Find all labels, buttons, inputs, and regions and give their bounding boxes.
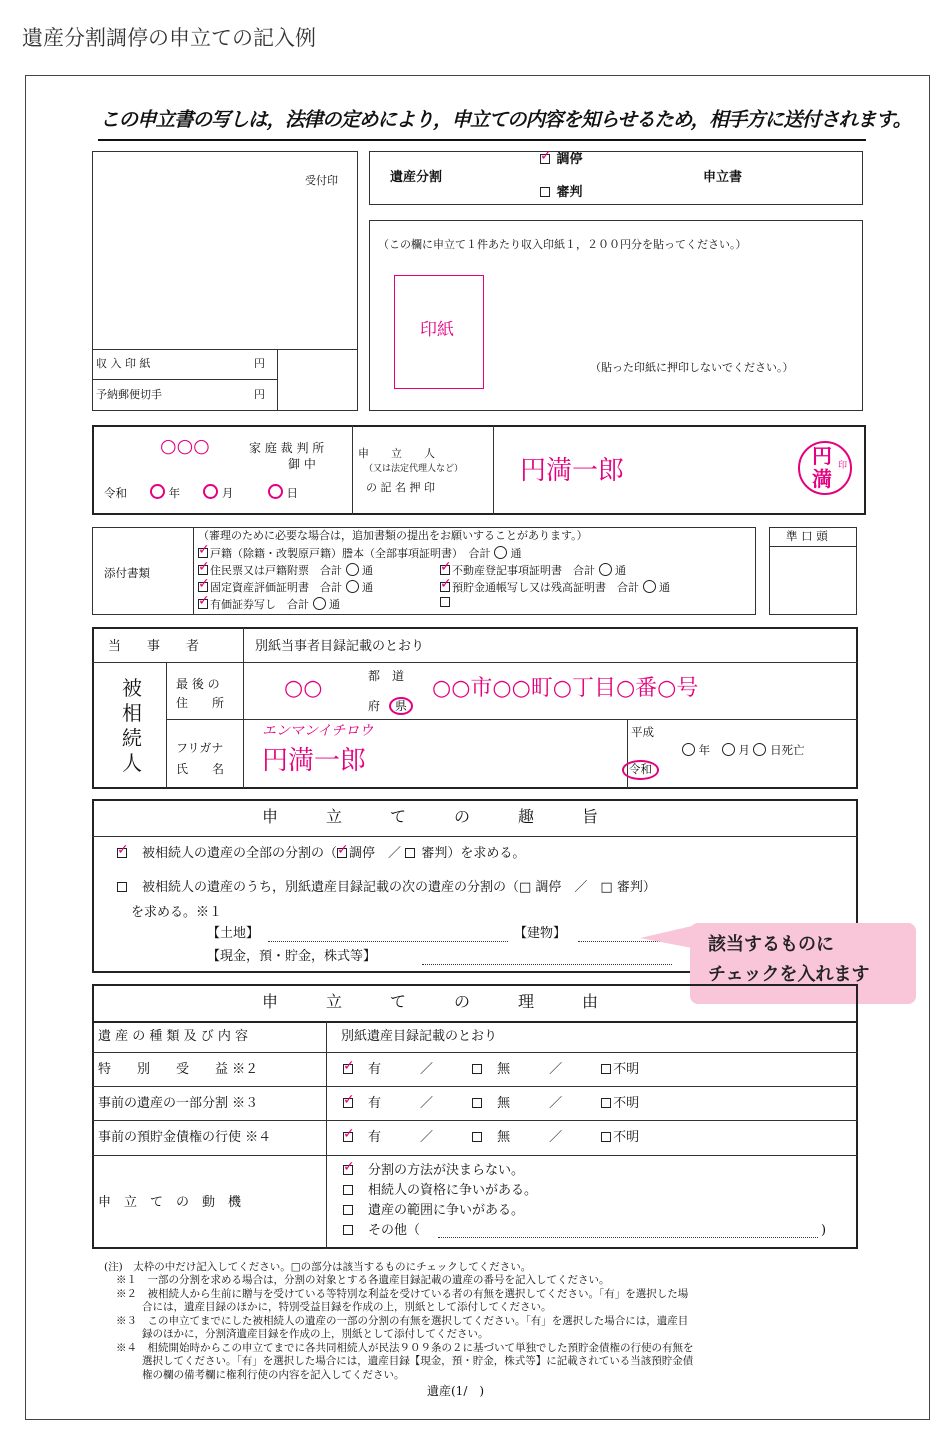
note-line: (注) 太枠の中だけ記入してください。□の部分は該当するものにチェックしてください。 <box>104 1261 532 1273</box>
note-line: ※３ この申立てまでにした被相続人の遺産の一部の分割の有無を選択してください。「有」を選択した場合には，遺産目 <box>116 1315 689 1327</box>
purpose-line-1[interactable]: ✓ 被相続人の遺産の全部の分割の（✓ 調停 ／ 審判）を求める。 <box>117 847 525 860</box>
applicant-label-3: の 記 名 押 印 <box>366 481 435 494</box>
death-date[interactable]: 年 月 日死亡 <box>682 743 805 757</box>
reason-options[interactable]: ✓ 有 ／ 無 ／ 不明 <box>343 1131 639 1144</box>
court-onchu: 御 中 <box>288 457 316 471</box>
pref-to-do: 都 道 <box>368 669 405 683</box>
cash-label: 【現金，預・貯金，株式等】 <box>207 949 377 964</box>
mediation-checkbox[interactable] <box>540 154 550 164</box>
note-line: ※４ 相続開始時からこの申立てまでに各共同相続人が民法９０９条の２に基づいて単独でした預貯金債権の行使の有無を <box>116 1342 694 1354</box>
parties-label: 当 事 者 <box>108 639 200 654</box>
stamp-box-label: 印紙 <box>420 320 454 340</box>
land-label: 【土地】 <box>207 926 260 941</box>
revenue-stamp-label: 収 入 印 紙 <box>96 357 151 370</box>
note-line: 選択してください。「有」を選択した場合には，遺産目録【現金，預・貯金，株式等】に記載されている当該預貯金債 <box>142 1355 694 1367</box>
reasons-title: 申 立 て の 理 由 <box>262 992 599 1011</box>
pref-fu: 府 <box>368 699 381 713</box>
purpose-line-3: を求める。※１ <box>131 905 223 920</box>
reason-value: 別紙遺産目録記載のとおり <box>341 1029 498 1044</box>
callout-line-2: チェックを入れます <box>708 964 870 985</box>
reason-label: 事前の預貯金債権の行使 ※４ <box>98 1130 272 1145</box>
applicant-label-1: 申 立 人 <box>358 447 435 460</box>
building-label: 【建物】 <box>514 926 567 941</box>
attachment-item[interactable]: ✓有価証券写し 合計 通 <box>198 597 340 610</box>
address-label-1: 最 後 の <box>176 677 220 691</box>
decedent-label: 被相続人 <box>122 676 142 775</box>
note-line: 録のほかに，分割済遺産目録を作成の上，別紙として添付してください。 <box>142 1328 489 1340</box>
parties-value: 別紙当事者目録記載のとおり <box>255 639 425 654</box>
callout-pointer <box>636 918 696 958</box>
app-type-left: 遺産分割 <box>390 170 443 185</box>
prefecture-value[interactable]: ○○ <box>284 676 323 701</box>
oral-label: 準 口 頭 <box>786 529 828 543</box>
other-motive-field[interactable] <box>438 1237 818 1238</box>
application-type-box <box>369 151 863 205</box>
address-value[interactable]: ○○市○○町○丁目○番○号 <box>432 676 699 701</box>
stamp-note: （貼った印紙に押印しないでください。） <box>590 361 794 374</box>
callout-line-1: 該当するものに <box>708 934 834 955</box>
motive-item[interactable]: 相続人の資格に争いがある。 <box>343 1184 537 1197</box>
motive-label: 申 立 て の 動 機 <box>98 1195 242 1210</box>
court-name[interactable]: ○○○ <box>160 435 210 457</box>
postal-stamp-label: 予納郵便切手 <box>96 388 162 401</box>
page-footer: 遺産(1/ ) <box>427 1384 485 1398</box>
note-line: 権の欄の備考欄に権利行使の内容を記入してください。 <box>142 1369 405 1381</box>
postal-yen: 円 <box>254 388 265 401</box>
motive-item[interactable]: その他（ <box>343 1224 420 1237</box>
other-motive-close: ) <box>821 1223 827 1238</box>
reason-label: 特 別 受 益 ※２ <box>98 1062 259 1077</box>
option-judgment[interactable]: 審判 <box>540 186 583 199</box>
reason-options[interactable]: ✓ 有 ／ 無 ／ 不明 <box>343 1097 639 1110</box>
stamp-instruction: （この欄に申立て１件あたり収入印紙１，２００円分を貼ってください。） <box>378 238 747 251</box>
purpose-line-2[interactable]: 被相続人の遺産のうち，別紙遺産目録記載の次の遺産の分割の（□ 調停 ／ □ 審判） <box>117 881 656 894</box>
attachments-header: （審理のために必要な場合は，追加書類の提出をお願いすることがあります。） <box>198 529 588 542</box>
pref-ken: 県 <box>389 697 413 715</box>
furigana-value[interactable]: エンマンイチロウ <box>262 723 374 739</box>
applicant-name[interactable]: 円満一郎 <box>520 456 625 486</box>
receipt-box <box>92 151 358 411</box>
reason-options[interactable]: ✓ 有 ／ 無 ／ 不明 <box>343 1063 639 1076</box>
banner-notice: この申立書の写しは，法律の定めにより，申立ての内容を知らせるため，相手方に送付されます。 <box>100 108 912 131</box>
attachments-label: 添付書類 <box>104 566 150 580</box>
attachment-item[interactable]: ✓住民票又は戸籍附票 合計 通 <box>198 563 373 576</box>
motive-item[interactable]: ✓ 分割の方法が決まらない。 <box>343 1164 524 1177</box>
era-reiwa: 令和 <box>622 760 659 780</box>
reason-label: 遺 産 の 種 類 及 び 内 容 <box>98 1029 249 1044</box>
attachment-item[interactable]: ✓ 預貯金通帳写し又は残高証明書 合計 通 <box>440 580 670 593</box>
note-line: ※１ 一部の分割を求める場合は，分割の対象とする各遺産目録記載の遺産の番号を記入してください。 <box>116 1274 610 1286</box>
applicant-seal: 円 満 印 <box>798 441 852 495</box>
court-suffix: 家 庭 裁 判 所 <box>249 441 325 455</box>
attachment-item[interactable]: ✓ 不動産登記事項証明書 合計 通 <box>440 563 626 576</box>
furigana-label: フリガナ <box>176 741 224 755</box>
cash-field[interactable] <box>422 964 672 965</box>
note-line: 合には，遺産目録のほかに，特別受益目録を作成の上，別紙として添付してください。 <box>142 1301 552 1313</box>
era-heisei: 平成 <box>631 725 654 739</box>
option-mediation[interactable]: ✓ 調停 <box>540 153 583 166</box>
page-title: 遺産分割調停の申立ての記入例 <box>22 26 316 50</box>
receipt-stamp-label: 受付印 <box>305 174 338 187</box>
reason-label: 事前の遺産の一部分割 ※３ <box>98 1096 259 1111</box>
land-field[interactable] <box>268 941 508 942</box>
name-label: 氏 名 <box>176 762 225 776</box>
decedent-name[interactable]: 円満一郎 <box>262 746 367 776</box>
judgment-checkbox[interactable] <box>540 187 550 197</box>
revenue-yen: 円 <box>254 357 265 370</box>
attachment-empty-checkbox[interactable] <box>440 597 452 608</box>
note-line: ※２ 被相続人から生前に贈与を受けている等特別な利益を受けている者の有無を選択してください。「有」を選択した場 <box>116 1288 689 1300</box>
attachment-item[interactable]: ✓戸籍（除籍・改製原戸籍）謄本（全部事項証明書） 合計 通 <box>198 546 522 559</box>
motive-item[interactable]: 遺産の範囲に争いがある。 <box>343 1204 524 1217</box>
app-type-right: 申立書 <box>703 170 743 185</box>
purpose-title: 申 立 て の 趣 旨 <box>262 807 599 826</box>
filing-date[interactable]: 令和 年 月 日 <box>104 486 298 500</box>
attachment-item[interactable]: ✓固定資産評価証明書 合計 通 <box>198 580 373 593</box>
applicant-label-2: （又は法定代理人など） <box>364 464 464 474</box>
address-label-2: 住 所 <box>176 696 225 710</box>
